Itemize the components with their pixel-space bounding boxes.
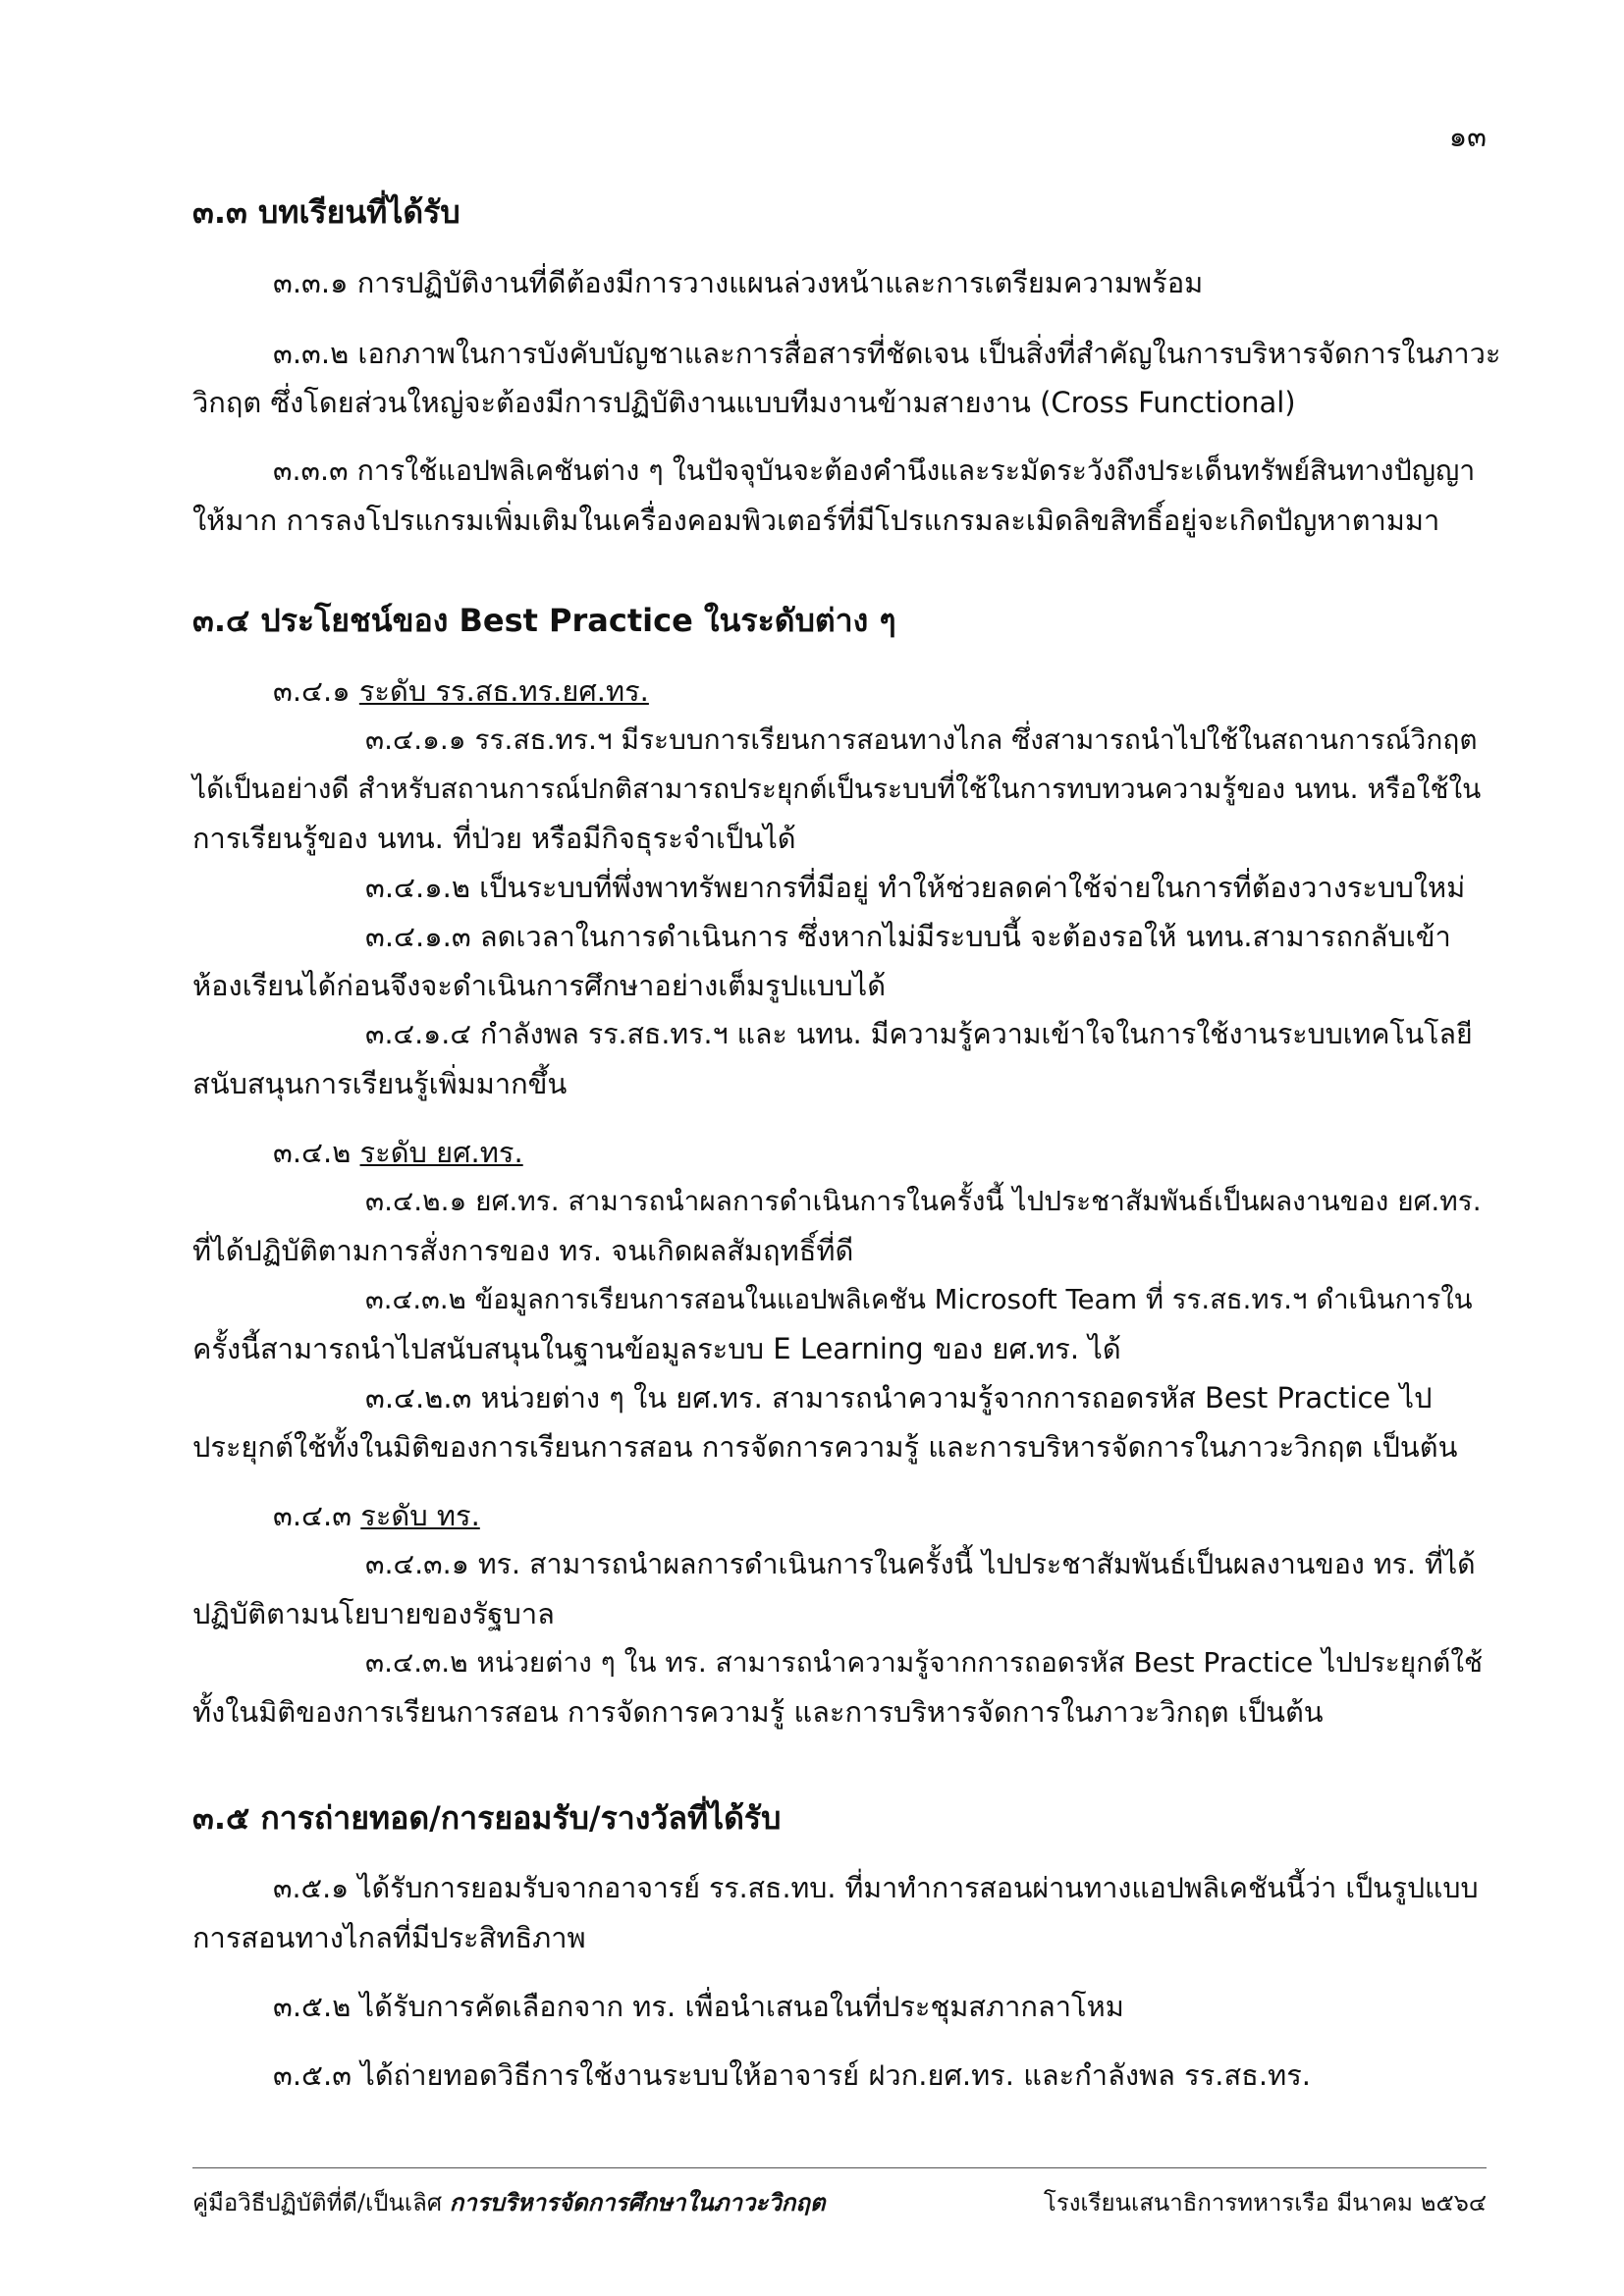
paragraph-3-4-3-2-line2: ทั้งในมิติของการเรียนการสอน การจัดการความรู้ และการบริหารจัดการในภาวะวิกฤต เป็นต้น [192, 1695, 1324, 1729]
section-3-4-heading: ๓.๔ ประโยชน์ของ Best Practice ในระดับต่าง ๆ [192, 602, 896, 639]
paragraph-3-3-3-line2: ให้มาก การลงโปรแกรมเพิ่มเติมในเครื่องคอมพิวเตอร์ที่มีโปรแกรมละเมิดลิขสิทธิ์อยู่จะเกิดปัญหาตามมา [192, 504, 1440, 537]
paragraph-3-4-3-2-line1: ๓.๔.๓.๒ หน่วยต่าง ๆ ใน ทร. สามารถนำความรู้จากการถอดรหัส Best Practice ไปประยุกต์ใช้ [365, 1646, 1484, 1679]
paragraph-3-4-2-1-line2: ที่ได้ปฏิบัติตามการสั่งการของ ทร. จนเกิดผลสัมฤทธิ์ที่ดี [192, 1234, 854, 1267]
paragraph-3-3-2-line1: ๓.๓.๒ เอกภาพในการบังคับบัญชาและการสื่อสารที่ชัดเจน เป็นสิ่งที่สำคัญในการบริหารจัดการในภาวะ [273, 337, 1501, 370]
footer-left [192, 2183, 825, 2221]
paragraph-3-5-3: ๓.๕.๓ ได้ถ่ายทอดวิธีการใช้งานระบบให้อาจารย์ ฝวก.ยศ.ทร. และกำลังพล รร.สธ.ทร. [273, 2058, 1312, 2092]
paragraph-3-3-2-line2: วิกฤต ซึ่งโดยส่วนใหญ่จะต้องมีการปฏิบัติงานแบบทีมงานข้ามสายงาน (Cross Functional) [192, 386, 1296, 419]
paragraph-3-4-1-1-line2: ได้เป็นอย่างดี สำหรับสถานการณ์ปกติสามารถประยุกต์เป็นระบบที่ใช้ในการทบทวนความรู้ของ นทน. หรือใช้ใน [192, 773, 1482, 805]
paragraph-3-4-2-1-line1: ๓.๔.๒.๑ ยศ.ทร. สามารถนำผลการดำเนินการในครั้งนี้ ไปประชาสัมพันธ์เป็นผลงานของ ยศ.ทร. [365, 1185, 1482, 1217]
paragraph-3-4-2-2-line1: ๓.๔.๓.๒ ข้อมูลการเรียนการสอนในแอปพลิเคชัน Microsoft Team ที่ รร.สธ.ทร.ฯ ดำเนินการใน [365, 1284, 1473, 1315]
paragraph-3-4-1-1-line3: การเรียนรู้ของ นทน. ที่ป่วย หรือมีกิจธุระจำเป็นได้ [192, 822, 796, 855]
paragraph-3-4-1-4-line2: สนับสนุนการเรียนรู้เพิ่มมากขึ้น [192, 1067, 568, 1100]
paragraph-3-5-2: ๓.๕.๒ ได้รับการคัดเลือกจาก ทร. เพื่อนำเสนอในที่ประชุมสภากลาโหม [273, 1990, 1124, 2023]
page-number: ๑๓ [1448, 120, 1487, 153]
section-3-5-heading: ๓.๕ การถ่ายทอด/การยอมรับ/รางวัลที่ได้รับ [192, 1799, 782, 1837]
paragraph-3-3-3-line1: ๓.๓.๓ การใช้แอปพลิเคชันต่าง ๆ ในปัจจุบันจะต้องคำนึงและระมัดระวังถึงประเด็นทรัพย์สินทางปัญญา [273, 454, 1476, 487]
paragraph-3-5-1-line2: การสอนทางไกลที่มีประสิทธิภาพ [192, 1921, 586, 1954]
paragraph-3-4-2-3-line1: ๓.๔.๒.๓ หน่วยต่าง ๆ ใน ยศ.ทร. สามารถนำความรู้จากการถอดรหัส Best Practice ไป [365, 1381, 1433, 1415]
footer-manual-label: คู่มือวิธีปฏิบัติที่ดี/เป็นเลิศ [192, 2189, 450, 2216]
paragraph-3-4-1-3-line1: ๓.๔.๑.๓ ลดเวลาในการดำเนินการ ซึ่งหากไม่มีระบบนี้ จะต้องรอให้ นทน.สามารถกลับเข้า [365, 920, 1451, 953]
paragraph-3-4-3-1-line2: ปฏิบัติตามนโยบายของรัฐบาล [192, 1597, 555, 1630]
subsection-3-4-2 [273, 1133, 523, 1172]
subsection-3-4-1 [273, 671, 649, 711]
subsection-number: ๓.๔.๒ [273, 1136, 360, 1169]
paragraph-3-4-2-3-line2: ประยุกต์ใช้ทั้งในมิติของการเรียนการสอน การจัดการความรู้ และการบริหารจัดการในภาวะวิกฤต เป็นต้น [192, 1430, 1458, 1464]
subsection-number: ๓.๔.๓ [273, 1499, 361, 1532]
paragraph-3-3-1: ๓.๓.๑ การปฏิบัติงานที่ดีต้องมีการวางแผนล่วงหน้าและการเตรียมความพร้อม [273, 266, 1204, 299]
subsection-number: ๓.๔.๑ [273, 674, 359, 708]
paragraph-3-5-1-line1: ๓.๕.๑ ได้รับการยอมรับจากอาจารย์ รร.สธ.ทบ. ที่มาทำการสอนผ่านทางแอปพลิเคชันนี้ว่า เป็นรูปแบบ [273, 1872, 1479, 1904]
subsection-3-4-3 [273, 1496, 480, 1535]
paragraph-3-4-3-1-line1: ๓.๔.๓.๑ ทร. สามารถนำผลการดำเนินการในครั้งนี้ ไปประชาสัมพันธ์เป็นผลงานของ ทร. ที่ได้ [365, 1548, 1476, 1580]
subsection-title: ระดับ รร.สธ.ทร.ยศ.ทร. [358, 674, 649, 708]
paragraph-3-4-1-1-line1: ๓.๔.๑.๑ รร.สธ.ทร.ฯ มีระบบการเรียนการสอนทางไกล ซึ่งสามารถนำไปใช้ในสถานการณ์วิกฤต [365, 723, 1478, 756]
paragraph-3-4-2-2-line2: ครั้งนี้สามารถนำไปสนับสนุนในฐานข้อมูลระบบ E Learning ของ ยศ.ทร. ได้ [192, 1332, 1121, 1365]
footer-right: โรงเรียนเสนาธิการทหารเรือ มีนาคม ๒๕๖๔ [1043, 2189, 1487, 2216]
footer-manual-title: การบริหารจัดการศึกษาในภาวะวิกฤต [449, 2189, 826, 2216]
paragraph-3-4-1-3-line2: ห้องเรียนได้ก่อนจึงจะดำเนินการศึกษาอย่างเต็มรูปแบบได้ [192, 969, 887, 1002]
section-3-3-heading: ๓.๓ บทเรียนที่ได้รับ [192, 193, 460, 231]
paragraph-3-4-1-4-line1: ๓.๔.๑.๔ กำลังพล รร.สธ.ทร.ฯ และ นทน. มีความรู้ความเข้าใจในการใช้งานระบบเทคโนโลยี [365, 1018, 1473, 1050]
subsection-title: ระดับ ยศ.ทร. [359, 1136, 523, 1169]
subsection-title: ระดับ ทร. [360, 1499, 480, 1532]
paragraph-3-4-1-2: ๓.๔.๑.๒ เป็นระบบที่พึ่งพาทรัพยากรที่มีอยู่ ทำให้ช่วยลดค่าใช้จ่ายในการที่ต้องวางระบบใหม่ [365, 871, 1466, 904]
footer-divider [192, 2167, 1487, 2168]
